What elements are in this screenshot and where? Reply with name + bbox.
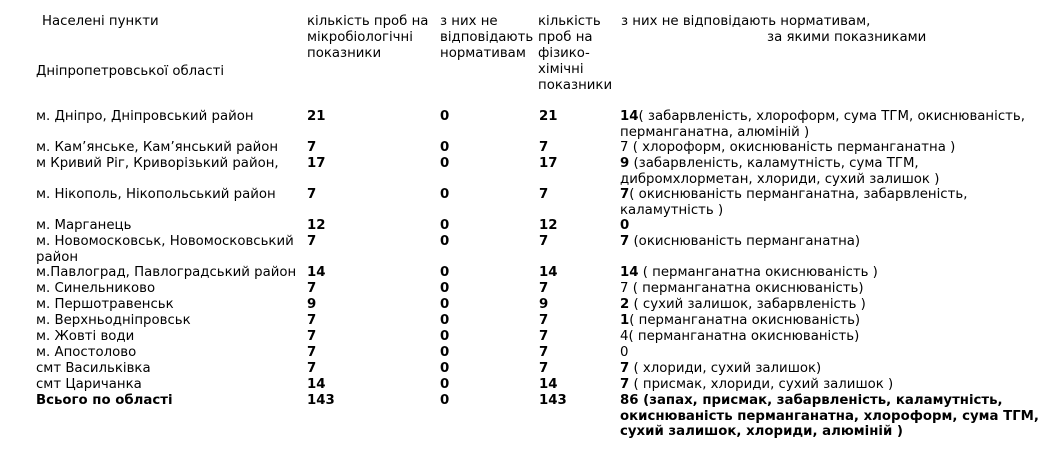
table-body (0, 109, 1046, 440)
table-row (0, 361, 1046, 377)
physchem-noncompliant (620, 329, 1040, 345)
micro-noncompliant: 0 (440, 345, 450, 360)
physchem-samples: 7 (539, 281, 549, 296)
total-label: Всього по області (36, 393, 173, 408)
total-micro-samples: 143 (307, 393, 335, 408)
micro-samples: 12 (307, 218, 326, 233)
header-physchem-noncompliant-line1: з них не відповідають нормативам, (621, 14, 871, 29)
micro-samples: 14 (307, 377, 326, 392)
noncompliant-indicators: ( сухий залишок, забарвленість ) (629, 297, 866, 312)
micro-samples: 21 (307, 109, 326, 124)
table-row (0, 187, 1046, 218)
header-settlements: Населені пункти (42, 14, 159, 29)
noncompliant-count: 1 (620, 313, 630, 328)
physchem-samples: 7 (539, 187, 549, 202)
noncompliant-count: 0 (620, 218, 630, 233)
table-row (0, 313, 1046, 329)
noncompliant-indicators: ( перманганатна окиснюваність) (628, 281, 864, 296)
physchem-noncompliant (620, 265, 1040, 281)
settlement-name: м. Новомосковськ, Новомосковський район (36, 234, 294, 265)
header-micro-noncompliant: з них не відповідають нормативам (440, 14, 534, 61)
settlement-name: м. Жовті води (36, 329, 135, 344)
physchem-samples: 17 (539, 156, 558, 171)
settlement-name: м. Першотравенськ (36, 297, 174, 312)
settlement-name: м. Дніпро, Дніпровський район (36, 109, 254, 124)
micro-noncompliant: 0 (440, 187, 450, 202)
table-row (0, 140, 1046, 156)
physchem-noncompliant (620, 234, 1040, 250)
settlement-name: м. Кам’янське, Кам’янський район (36, 140, 279, 155)
settlement-name: м. Верхньодніпровськ (36, 313, 191, 328)
header-physchem-noncompliant-line2: за якими показниками (767, 30, 927, 45)
total-noncompliant-count: 86 (620, 393, 639, 408)
noncompliant-count: 14 (620, 109, 639, 124)
settlement-name: м. Синельниково (36, 281, 156, 296)
physchem-noncompliant (620, 297, 1040, 313)
physchem-samples: 9 (539, 297, 549, 312)
micro-noncompliant: 0 (440, 313, 450, 328)
total-row (0, 393, 1046, 440)
total-physchem-samples: 143 (539, 393, 567, 408)
header-micro-samples: кількість проб на мікробіологічні показники (307, 14, 429, 61)
noncompliant-count: 4 (620, 329, 629, 344)
physchem-noncompliant (620, 345, 1040, 361)
table-row (0, 281, 1046, 297)
noncompliant-indicators: ( хлориди, сухий залишок) (629, 361, 822, 376)
physchem-noncompliant (620, 281, 1040, 297)
physchem-samples: 7 (539, 140, 549, 155)
noncompliant-count: 7 (620, 187, 630, 202)
table-row (0, 156, 1046, 187)
noncompliant-indicators: (окиснюваність перманганатна) (629, 234, 861, 249)
micro-samples: 7 (307, 361, 317, 376)
physchem-noncompliant (620, 187, 1040, 218)
noncompliant-count: 7 (620, 140, 629, 155)
micro-samples: 14 (307, 265, 326, 280)
settlement-name: м.Павлоград, Павлоградський район (36, 265, 297, 280)
micro-noncompliant: 0 (440, 234, 450, 249)
table-row (0, 345, 1046, 361)
physchem-noncompliant (620, 218, 1040, 234)
table-row (0, 377, 1046, 393)
physchem-samples: 7 (539, 345, 549, 360)
table-row (0, 234, 1046, 265)
physchem-noncompliant (620, 377, 1040, 393)
noncompliant-indicators: ( перманганатна окиснюваність) (629, 313, 861, 328)
micro-noncompliant: 0 (440, 361, 450, 376)
table-row (0, 329, 1046, 345)
noncompliant-count: 2 (620, 297, 630, 312)
noncompliant-count: 7 (620, 281, 629, 296)
micro-noncompliant: 0 (440, 109, 450, 124)
micro-noncompliant: 0 (440, 329, 450, 344)
physchem-samples: 7 (539, 361, 549, 376)
micro-noncompliant: 0 (440, 377, 450, 392)
header-region: Дніпропетровської області (36, 64, 225, 79)
noncompliant-count: 0 (620, 345, 629, 360)
noncompliant-count: 7 (620, 361, 630, 376)
table-row (0, 109, 1046, 140)
noncompliant-indicators: ( перманганатна окиснюваність ) (638, 265, 878, 280)
noncompliant-indicators: ( перманганатна окиснюваність) (628, 329, 860, 344)
physchem-samples: 7 (539, 329, 549, 344)
micro-samples: 7 (307, 281, 317, 296)
settlement-name: м Кривий Ріг, Криворізький район, (36, 156, 279, 171)
micro-noncompliant: 0 (440, 156, 450, 171)
micro-samples: 17 (307, 156, 326, 171)
noncompliant-count: 14 (620, 265, 639, 280)
table-row (0, 297, 1046, 313)
physchem-samples: 7 (539, 313, 549, 328)
settlement-name: м. Нікополь, Нікопольський район (36, 187, 276, 202)
settlement-name: смт Васильківка (36, 361, 151, 376)
total-micro-noncompliant: 0 (440, 393, 450, 408)
micro-noncompliant: 0 (440, 140, 450, 155)
micro-samples: 7 (307, 140, 317, 155)
settlement-name: смт Царичанка (36, 377, 142, 392)
physchem-samples: 7 (539, 234, 549, 249)
noncompliant-indicators: (забарвленість, каламутність, сума ТГМ, дибромхлорметан, хлориди, сухий залишок ) (620, 156, 940, 187)
physchem-noncompliant (620, 109, 1040, 140)
micro-samples: 7 (307, 345, 317, 360)
table-row (0, 218, 1046, 234)
micro-samples: 9 (307, 297, 317, 312)
settlement-name: м. Марганець (36, 218, 132, 233)
physchem-noncompliant (620, 361, 1040, 377)
header-physchem-noncompliant (621, 14, 941, 46)
micro-samples: 7 (307, 187, 317, 202)
micro-samples: 7 (307, 313, 317, 328)
micro-samples: 7 (307, 329, 317, 344)
total-noncompliant-indicators: (запах, присмак, забарвленість, каламутність, окиснюваність перманганатна, хлороформ, сума ТГМ, сухий залишок, хлориди, алюміній ) (620, 393, 1039, 439)
noncompliant-indicators: ( окиснюваність перманганатна, забарвленість, каламутність ) (620, 187, 968, 218)
micro-noncompliant: 0 (440, 265, 450, 280)
noncompliant-count: 7 (620, 234, 630, 249)
physchem-samples: 21 (539, 109, 558, 124)
physchem-samples: 12 (539, 218, 558, 233)
micro-noncompliant: 0 (440, 297, 450, 312)
physchem-noncompliant (620, 156, 1040, 187)
physchem-noncompliant (620, 140, 1040, 156)
physchem-samples: 14 (539, 377, 558, 392)
table-row (0, 265, 1046, 281)
noncompliant-count: 7 (620, 377, 630, 392)
total-physchem-noncompliant (620, 393, 1040, 440)
header-physchem-samples: кількість проб на фізико-хімічні показники (538, 14, 613, 93)
physchem-noncompliant (620, 313, 1040, 329)
physchem-samples: 14 (539, 265, 558, 280)
micro-samples: 7 (307, 234, 317, 249)
noncompliant-count: 9 (620, 156, 630, 171)
noncompliant-indicators: ( хлороформ, окиснюваність перманганатна ) (628, 140, 956, 155)
micro-noncompliant: 0 (440, 281, 450, 296)
noncompliant-indicators: ( присмак, хлориди, сухий залишок ) (629, 377, 894, 392)
settlement-name: м. Апостолово (36, 345, 137, 360)
micro-noncompliant: 0 (440, 218, 450, 233)
noncompliant-indicators: ( забарвленість, хлороформ, сума ТГМ, окиснюваність, перманганатна, алюміній ) (620, 109, 1025, 140)
